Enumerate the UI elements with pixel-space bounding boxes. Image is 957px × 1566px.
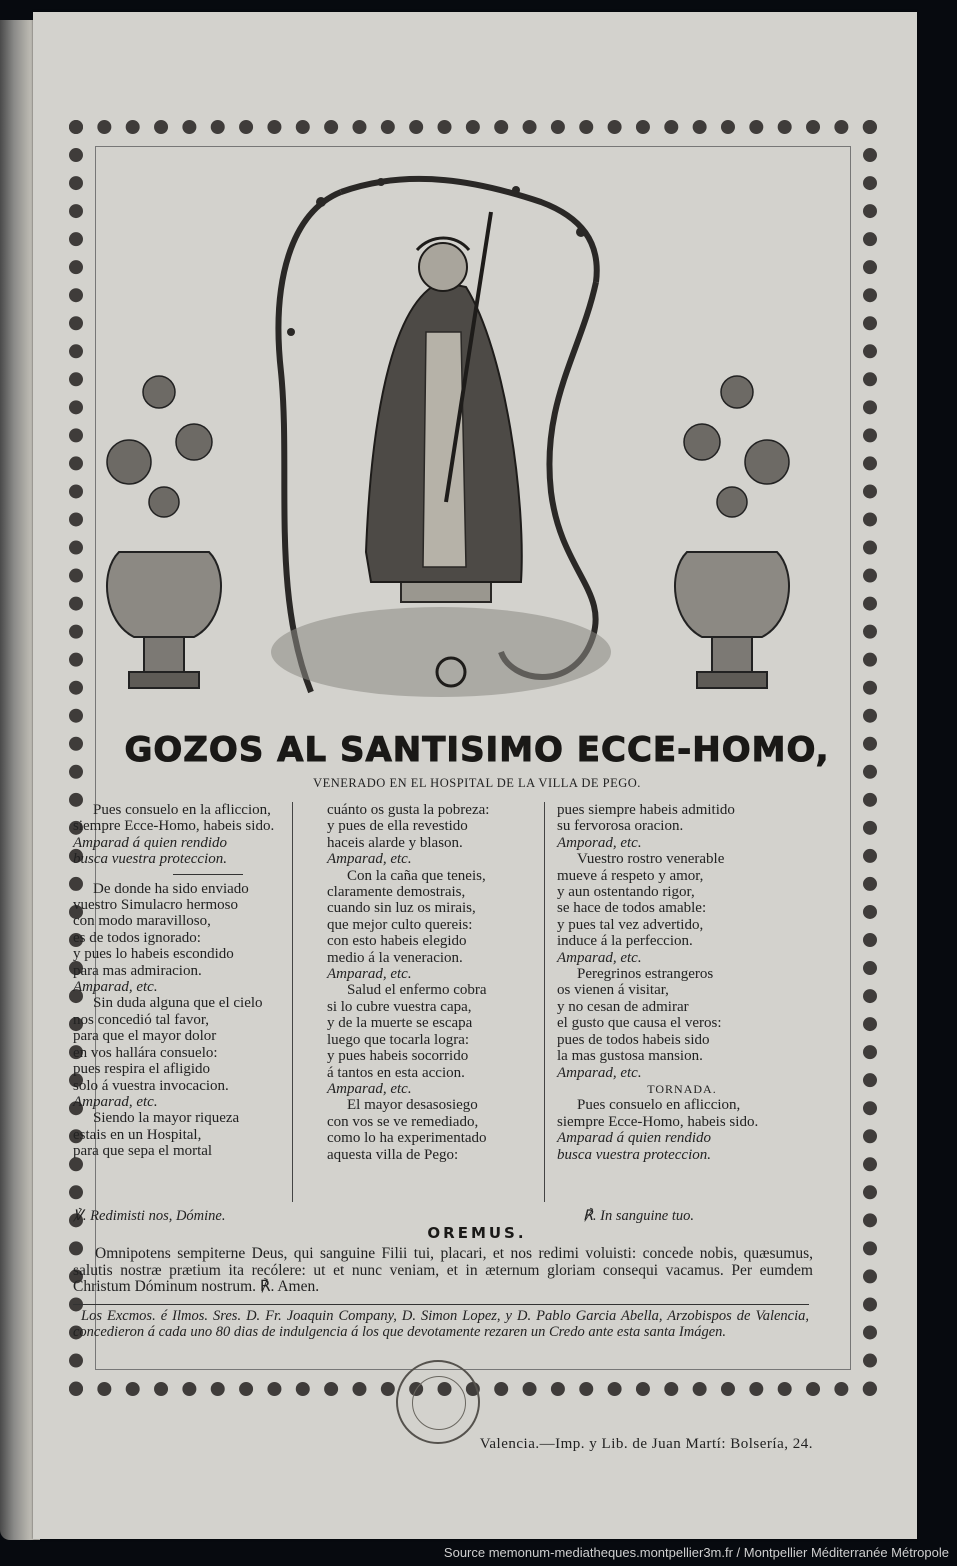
- prayer-text: Omnipotens sempiterne Deus, qui sanguine Filii tui, placari, et nos redimi voluisti: concede nobis, quæsumus, salutis nostræ prætium ita recólere: ut et nunc veniam, et in æternum gloriam consequi vacamus. Per eumdem Christum Dóminum nostrum. ℟. Amen.: [73, 1245, 813, 1295]
- frame-top-branch: [341, 179, 597, 282]
- verse-line: á tantos en esta accion.: [327, 1064, 465, 1081]
- indulgence-note: Los Excmos. é Ilmos. Sres. D. Fr. Joaquin Company, D. Simon Lopez, y D. Pablo Garcia Abella, Arzobispos de Valencia, concedieron á cada uno 80 dias de indulgencia á los que devotamente rezaren un Credo ante esta santa Imágen.: [73, 1308, 809, 1340]
- verse-line: y no cesan de admirar: [557, 998, 689, 1015]
- verse-line: con vos se ve remediado,: [327, 1113, 479, 1130]
- verse-line: Pues consuelo en afliccion,: [577, 1097, 741, 1114]
- verse-line: solo á vuestra invocacion.: [73, 1077, 229, 1094]
- verse-line: El mayor desasosiego: [347, 1097, 478, 1114]
- source-credit: Source memonum-mediatheques.montpellier3m.fr / Montpellier Méditerranée Métropole: [443, 1545, 949, 1560]
- verse-line: medio á la veneracion.: [327, 949, 463, 966]
- figure-body: [423, 332, 466, 567]
- verse-line: pues de todos habeis sido: [557, 1031, 710, 1048]
- verse-column-1: [73, 802, 309, 1160]
- divider-line: [73, 1304, 809, 1305]
- verse-line: para que el mayor dolor: [73, 1028, 217, 1045]
- verse-line: pues respira el afligido: [73, 1061, 211, 1078]
- verse-line: luego que tocarla logra:: [327, 1031, 470, 1048]
- verse-line: pues siempre habeis admitido: [557, 802, 735, 818]
- verse-line: induce á la perfeccion.: [557, 933, 693, 950]
- versicle: ℣. Redimisti nos, Dómine.: [73, 1208, 226, 1224]
- verse-line: busca vuestra proteccion.: [73, 851, 227, 868]
- verse-line: Con la caña que teneis,: [347, 867, 486, 884]
- flower-vase-left: [89, 352, 239, 708]
- verse-line: Amparad, etc.: [73, 979, 158, 996]
- verse-line: en vos hallára consuelo:: [73, 1044, 218, 1061]
- verse-line: Vuestro rostro venerable: [577, 851, 725, 868]
- verse-line: siempre Ecce-Homo, habeis sido.: [73, 818, 275, 835]
- printer-imprint: Valencia.—Imp. y Lib. de Juan Martí: Bolsería, 24.: [479, 1436, 813, 1452]
- verse-line: Peregrinos estrangeros: [577, 966, 714, 983]
- verse-line: claramente demostrais,: [327, 884, 466, 901]
- verse-line: Siendo la mayor riqueza: [93, 1110, 240, 1127]
- verse-line: mueve á respeto y amor,: [557, 867, 704, 884]
- verse-line: aquesta villa de Pego:: [327, 1146, 459, 1163]
- oremus-heading: OREMUS.: [427, 1224, 527, 1242]
- column-divider: [544, 802, 545, 1202]
- verse-line: y pues de ella revestido: [327, 818, 468, 835]
- verse-line: para mas admiracion.: [73, 962, 202, 979]
- verse-line: con esto habeis elegido: [327, 933, 467, 950]
- verse-line: si lo cubre vuestra capa,: [327, 998, 472, 1015]
- verse-line: De donde ha sido enviado: [93, 880, 249, 897]
- verse-line: Amparad, etc.: [327, 1080, 412, 1097]
- figure-head: [419, 243, 467, 291]
- flower-vase-right: [657, 352, 807, 708]
- verse-line: Amparad á quien rendido: [557, 1130, 712, 1147]
- verse-line: y pues lo habeis escondido: [73, 946, 234, 963]
- verse-line: y de la muerte se escapa: [327, 1015, 473, 1032]
- verse-line: Amparad, etc.: [327, 851, 412, 868]
- verse-line: estais en un Hospital,: [73, 1126, 202, 1143]
- verse-line: y pues habeis socorrido: [327, 1048, 469, 1065]
- verse-line: Amparad, etc.: [73, 1093, 158, 1110]
- verse-line: la mas gustosa mansion.: [557, 1048, 703, 1065]
- page-subtitle: VENERADO EN EL HOSPITAL DE LA VILLA DE PEGO.: [313, 776, 641, 790]
- verse-line: Amparad, etc.: [557, 949, 642, 966]
- verse-separator: [173, 874, 243, 875]
- verse-line: es de todos ignorado:: [73, 929, 201, 946]
- verse-line: para que sepa el mortal: [73, 1143, 213, 1160]
- library-stamp: [396, 1360, 480, 1444]
- verse-line: que mejor culto quereis:: [327, 916, 473, 933]
- verse-line: se hace de todos amable:: [557, 900, 707, 917]
- verse-line: y aun ostentando rigor,: [557, 884, 695, 901]
- frame-left-branch: [279, 192, 342, 692]
- verse-line: haceis alarde y blason.: [327, 834, 463, 851]
- verse-line: Amparad, etc.: [557, 1064, 642, 1081]
- verse-line: cuánto os gusta la pobreza:: [327, 802, 490, 818]
- verse-line: y pues tal vez advertido,: [557, 916, 704, 933]
- verse-line: Sin duda alguna que el cielo: [93, 995, 263, 1012]
- column-divider: [292, 802, 293, 1202]
- verse-line: TORNADA.: [647, 1081, 717, 1096]
- verse-line: nos concedió tal favor,: [73, 1011, 210, 1028]
- verse-column-3: [557, 802, 807, 1163]
- verse-line: como lo ha experimentado: [327, 1130, 487, 1147]
- document-page: [33, 12, 917, 1539]
- verse-line: Amparad, etc.: [327, 966, 412, 983]
- verse-column-2: [327, 802, 563, 1163]
- verse-line: os vienen á visitar,: [557, 982, 669, 999]
- verse-line: Amporad, etc.: [557, 834, 642, 851]
- verse-line: vuestro Simulacro hermoso: [73, 897, 238, 914]
- verse-line: Amparad á quien rendido: [73, 834, 228, 851]
- verse-line: el gusto que causa el veros:: [557, 1015, 722, 1032]
- verse-line: con modo maravilloso,: [73, 913, 211, 930]
- response: ℟. In sanguine tuo.: [583, 1208, 695, 1224]
- verse-line: siempre Ecce-Homo, habeis sido.: [557, 1113, 759, 1130]
- verse-line: busca vuestra proteccion.: [557, 1146, 711, 1163]
- verse-line: Pues consuelo en la afliccion,: [93, 802, 271, 818]
- verse-line: su fervorosa oracion.: [557, 818, 684, 835]
- verse-line: Salud el enfermo cobra: [347, 982, 487, 999]
- page-title: GOZOS AL SANTISIMO ECCE-HOMO,: [124, 730, 830, 770]
- ecce-homo-engraving: [251, 172, 637, 712]
- verse-line: cuando sin luz os mirais,: [327, 900, 476, 917]
